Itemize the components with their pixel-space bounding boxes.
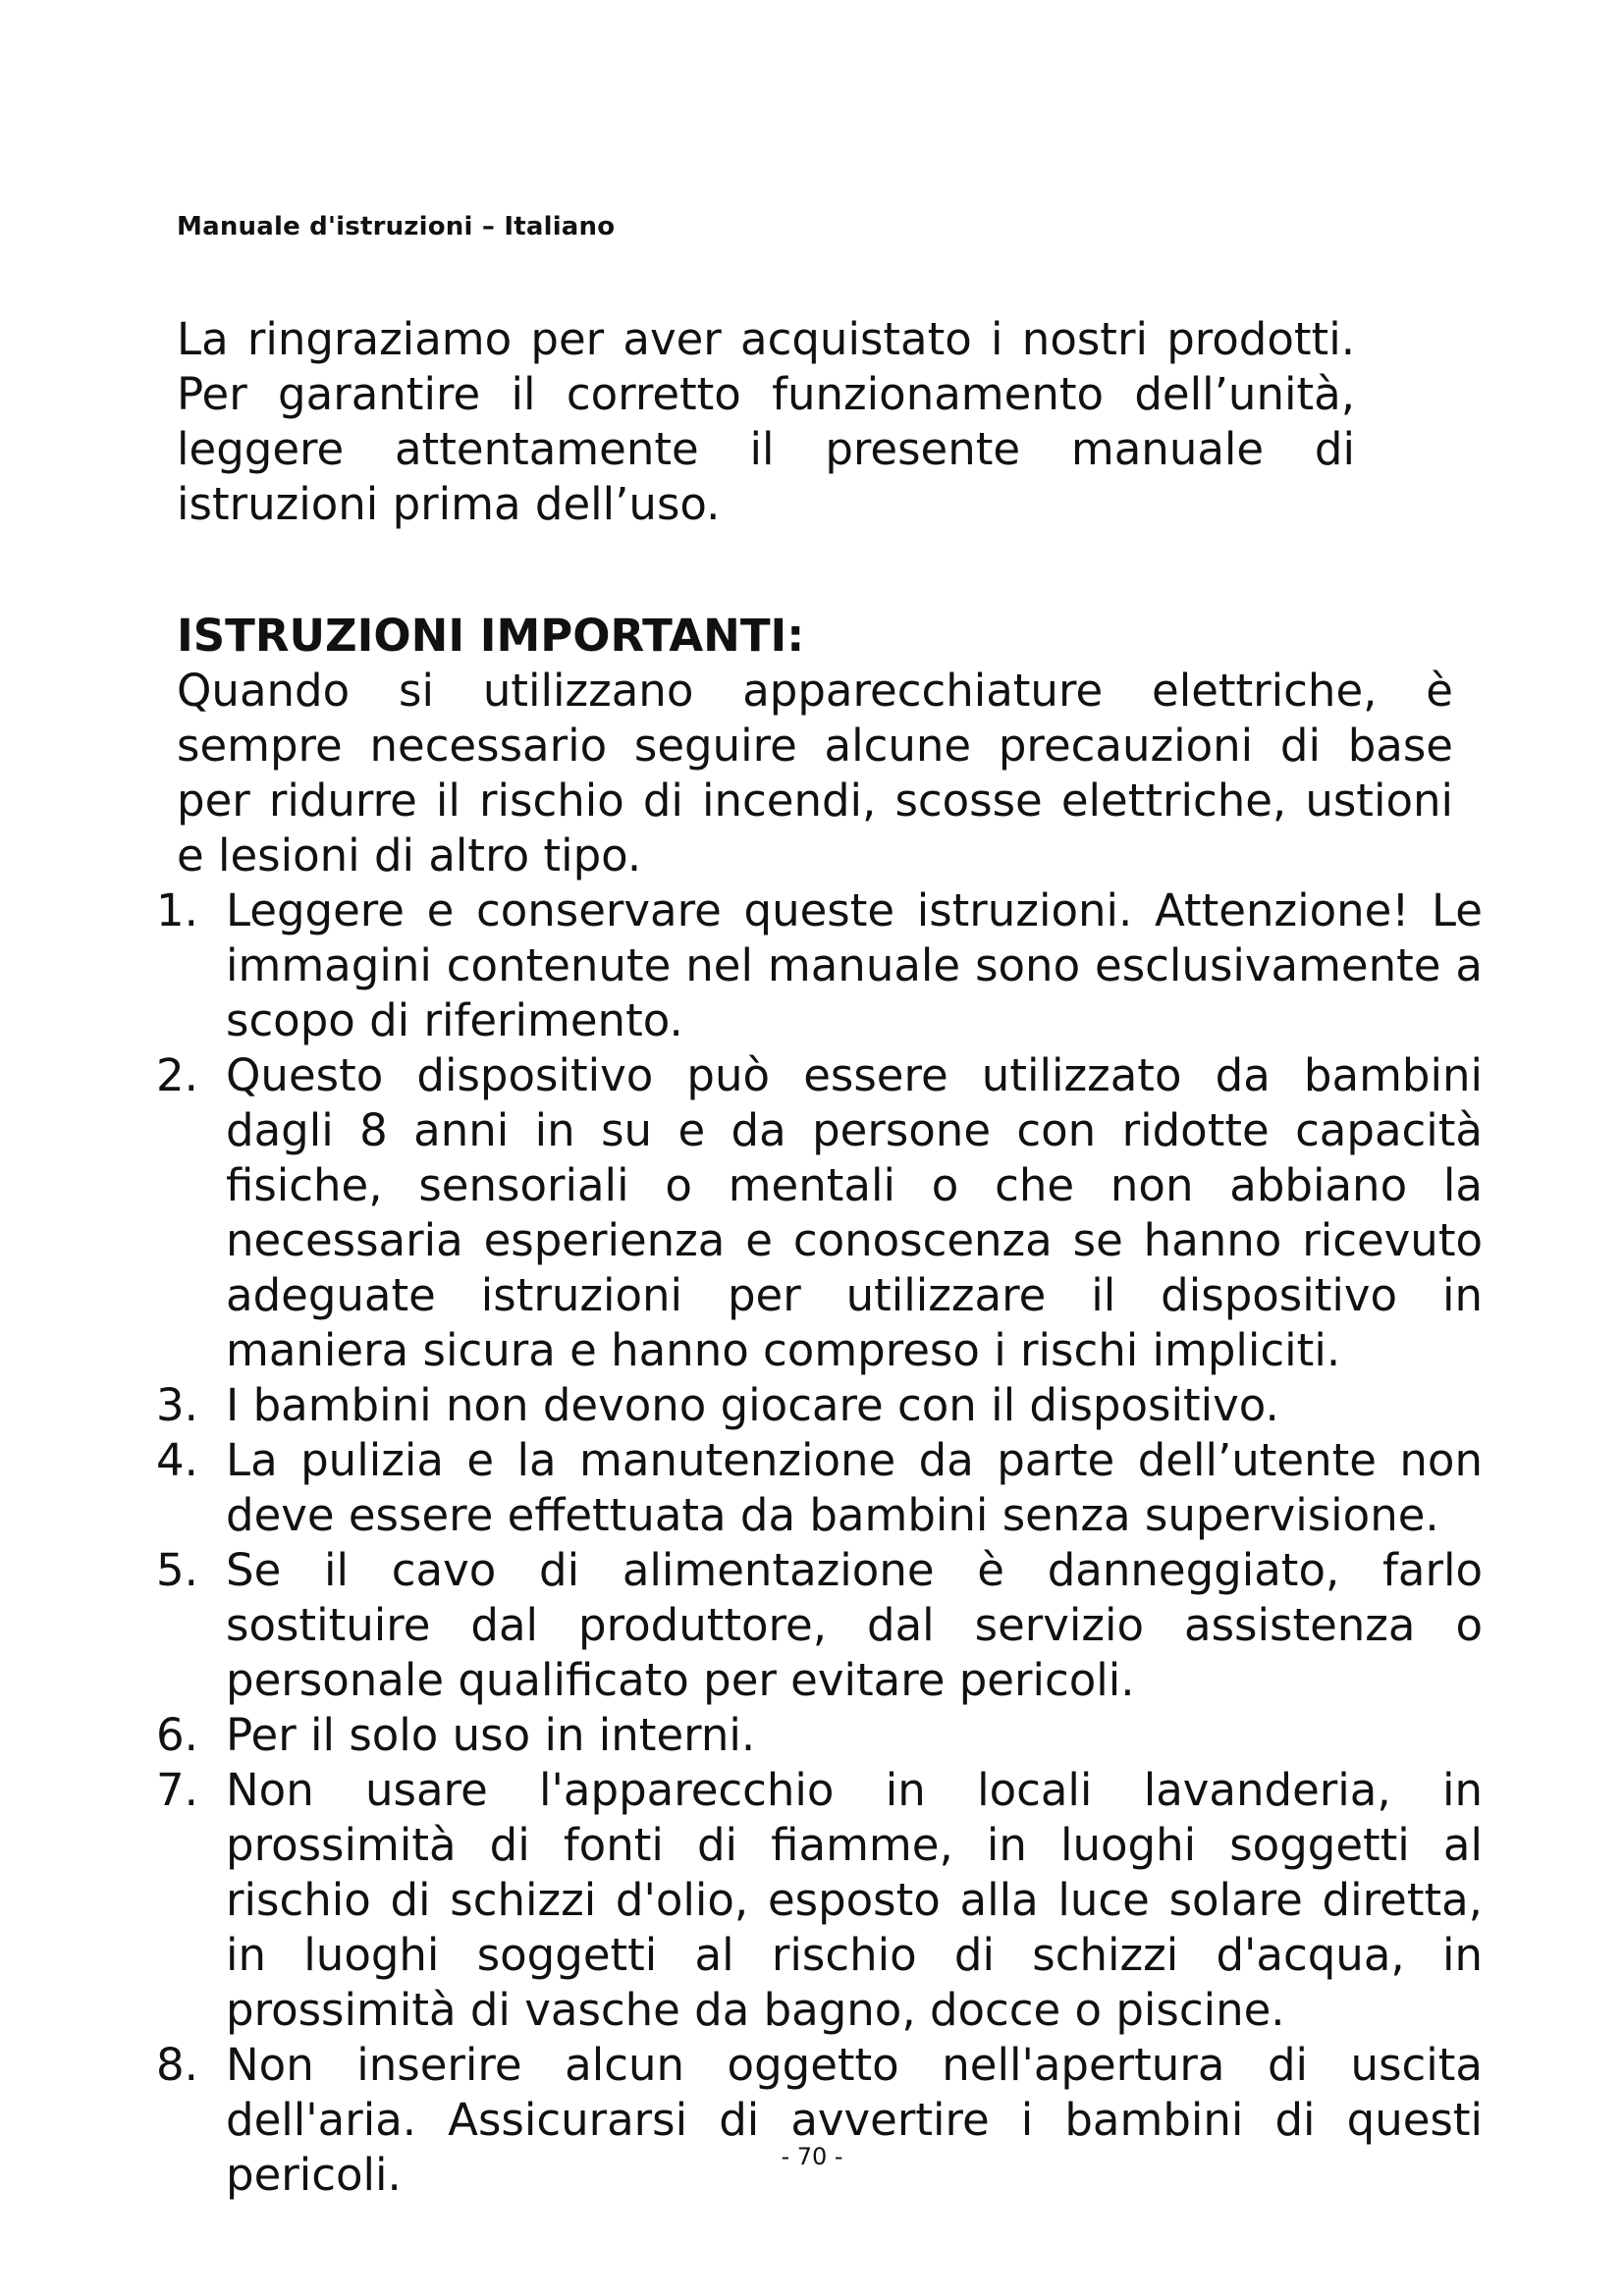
list-item-text: I bambini non devono giocare con il dispositivo. <box>226 1379 1279 1431</box>
section-heading: ISTRUZIONI IMPORTANTI: <box>177 610 805 662</box>
list-item <box>156 1048 1483 1378</box>
list-item-text: Per il solo uso in interni. <box>226 1709 756 1761</box>
document-header: Manuale d'istruzioni – Italiano <box>177 212 616 241</box>
list-item <box>156 1708 1483 1763</box>
list-item-text: La pulizia e la manutenzione da parte dell’utente non deve essere effettuata da bambini senza supervisione. <box>226 1434 1483 1541</box>
list-item <box>156 2038 1483 2203</box>
list-item <box>156 1543 1483 1708</box>
list-item-number: 5. <box>156 1544 198 1596</box>
list-item-number: 1. <box>156 884 198 936</box>
list-item-text: Se il cavo di alimentazione è danneggiato, farlo sostituire dal produttore, dal servizio assistenza o personale qualificato per evitare pericoli. <box>226 1544 1483 1706</box>
list-item-number: 2. <box>156 1049 198 1101</box>
instructions-list <box>156 883 1483 2203</box>
page-number: - 70 - <box>781 2143 843 2170</box>
list-item <box>156 1378 1483 1433</box>
list-item-number: 4. <box>156 1434 198 1486</box>
intro-paragraph: La ringraziamo per aver acquistato i nostri prodotti. Per garantire il corretto funzionamento dell’unità, leggere attentamente il presente manuale di istruzioni prima dell’uso. <box>177 313 1355 530</box>
list-item <box>156 1433 1483 1543</box>
list-item-text: Questo dispositivo può essere utilizzato da bambini dagli 8 anni in su e da persone con ridotte capacità fisiche, sensoriali o mentali o che non abbiano la necessaria esperienza e conoscenza se hanno ricevuto adeguate istruzioni per utilizzare il dispositivo in maniera sicura e hanno compreso i rischi impliciti. <box>226 1049 1483 1376</box>
list-item-number: 7. <box>156 1764 198 1816</box>
list-item-text: Leggere e conservare queste istruzioni. Attenzione! Le immagini contenute nel manuale sono esclusivamente a scopo di riferimento. <box>226 884 1483 1046</box>
list-item <box>156 1763 1483 2038</box>
list-item <box>156 883 1483 1048</box>
list-item-number: 3. <box>156 1379 198 1431</box>
section-lead-paragraph: Quando si utilizzano apparecchiature elettriche, è sempre necessario seguire alcune precauzioni di base per ridurre il rischio di incendi, scosse elettriche, ustioni e lesioni di altro tipo. <box>177 665 1453 881</box>
list-item-number: 6. <box>156 1709 198 1761</box>
list-item-number: 8. <box>156 2039 198 2091</box>
document-body <box>156 312 1483 2203</box>
list-item-text: Non inserire alcun oggetto nell'apertura di uscita dell'aria. Assicurarsi di avvertire i bambini di questi pericoli. <box>226 2039 1483 2201</box>
list-item-text: Non usare l'apparecchio in locali lavanderia, in prossimità di fonti di fiamme, in luoghi soggetti al rischio di schizzi d'olio, esposto alla luce solare diretta, in luoghi soggetti al rischio di schizzi d'acqua, in prossimità di vasche da bagno, docce o piscine. <box>226 1764 1483 2036</box>
